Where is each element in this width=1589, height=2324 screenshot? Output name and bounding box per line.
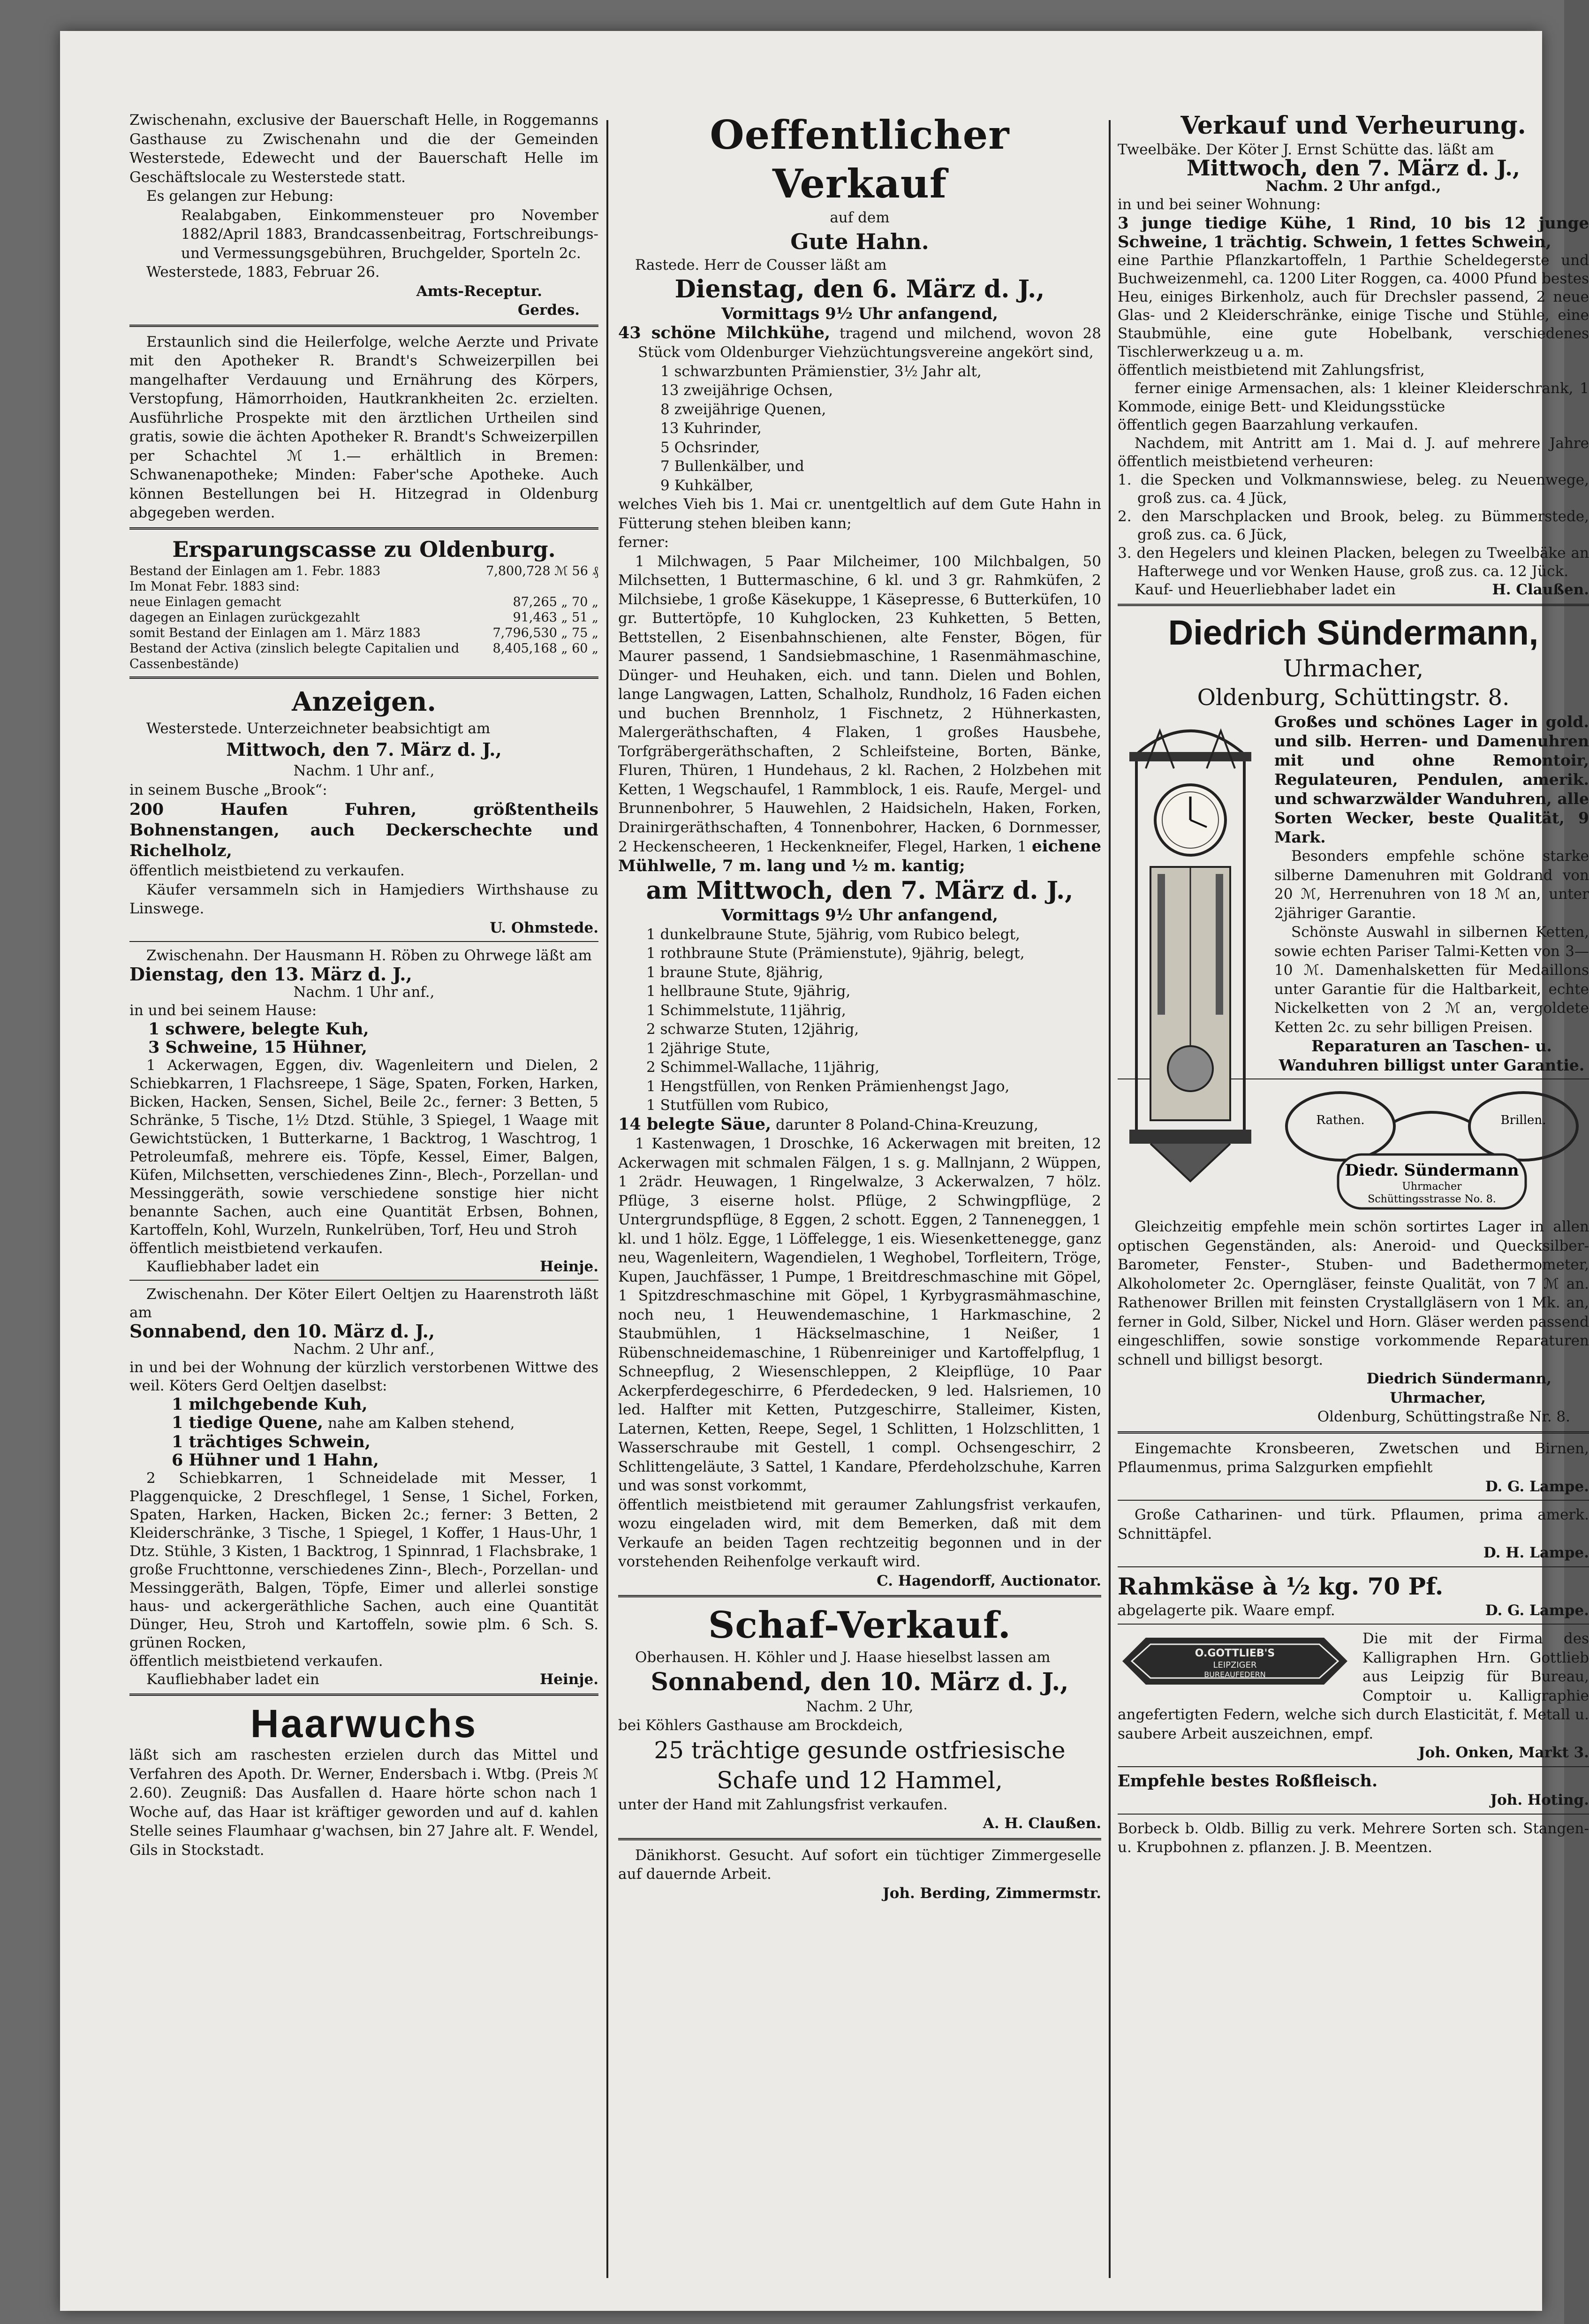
divider — [1118, 1814, 1589, 1815]
newspaper-page — [60, 31, 1589, 2311]
sparkasse-row — [129, 625, 598, 641]
horse-item: 1 Stutfüllen vom Rubico, — [646, 1097, 829, 1114]
ad-signature: Joh. Berding, Zimmermstr. — [883, 1884, 1101, 1902]
ad-goods: 6 Hühner und 1 Hahn, — [172, 1451, 379, 1470]
schaf-verkauf-ad — [618, 1603, 1101, 1833]
ad-goods: 3 junge tiedige Kühe, 1 Rind, 10 bis 12 junge Schweine, 1 trächtig. Schwein, 1 fettes Schwein, — [1118, 214, 1589, 251]
sparkasse-row — [129, 579, 598, 594]
brandt-pills-ad: Erstaunlich sind die Heilerfolge, welche Aerzte und Private mit den Apotheker R. Brandt's Schweizerpillen bei mangelhafter Verdauung und Ernährung des Körpers, Verstopfung, Hämorrhoiden, Hautkrankheiten 2c. erzielten. Ausführliche Prospekte mit den ärztlichen Urtheilen sind gratis, sowie die ächten Apotheker R. Brandt's Schweizerpillen per Schachtel ℳ 1.— erhältlich in Bremen: Schwanenapotheke; Minden: Faber'sche Apotheke. Auch können Bestellungen bei H. Hitzegrad in Oldenburg abgegeben werden. — [129, 333, 598, 521]
auction-closing: öffentlich meistbietend mit geraumer Zahlungsfrist verkaufen, wozu eingeladen wird, mit dem Bemerken, daß mit dem Verkaufe an beiden Tagen rechtzeitig begonnen und in der vorstehenden Reihenfolge verkauft wird. — [618, 1496, 1101, 1570]
ad-signature: A. H. Claußen. — [983, 1815, 1101, 1832]
column-left — [129, 111, 598, 2283]
divider — [129, 941, 598, 942]
ad-cash: öffentlich gegen Baarzahlung verkaufen. — [1118, 417, 1419, 433]
horse-item: 1 dunkelbraune Stute, 5jährig, vom Rubico belegt, — [646, 926, 1020, 943]
ad-text: Dänikhorst. Gesucht. Auf sofort ein tüchtiger Zimmergeselle auf dauernde Arbeit. — [618, 1846, 1101, 1883]
column-middle — [618, 111, 1101, 2283]
lease-plot-item: 3. den Hegelers und kleinen Placken, belegen zu Tweelbäke an Hafterwege und vor Wenken Hause, groß zus. ca. 12 Jück. — [1118, 545, 1589, 580]
notice-date: Westerstede, 1883, Februar 26. — [146, 264, 380, 281]
inventory-bold: eichene Mühlwelle, 7 m. lang und ½ m. kantig; — [618, 837, 1101, 875]
divider — [1118, 1431, 1589, 1434]
ad-goods: 25 trächtige gesunde ostfriesische Schafe und 12 Hammel, — [654, 1736, 1066, 1794]
stamp-line-3: BUREAUFEDERN — [1204, 1670, 1266, 1679]
ad-text: 1 Ackerwagen, Eggen, div. Wagenleitern und Dielen, 2 Schiebkarren, 1 Flachsreepe, 1 Säge, Spaten, Forken, Harken, Bicken, Hacken, Sensen, Sichel, Beile 2c., ferner: 3 Betten, 5 Schränke, 5 Tische, 1½ Dtzd. Stühle, 3 Spiegel, 1 Waage mit Gewichtstücken, 1 Butterkarne, 1 Backtrog, 1 Waschtrog, 1 Petroleumfaß, mehrere eis. Töpfe, Kessel, Eimer, Balgen, Küfen, Milchsetten, verschiedenes Zinn-, Blech-, Porzellan- und Messinggeräth, sowie verschiedene sonstige hier nicht benannte Sachen, auch eine Quantität Erbsen, Bohnen, Kartoffeln, Kohl, Wurzeln, Runkelrüben, Torf, Heu und Stroh — [129, 1057, 598, 1238]
auction-subtitle: auf dem — [830, 209, 890, 226]
sparkasse-row-label: somit Bestand der Einlagen am 1. März 1883 — [129, 625, 421, 640]
ad-date: Mittwoch, den 7. März d. J., — [1186, 155, 1521, 181]
notice-text: Zwischenahn, exclusive der Bauerschaft Helle, in Roggemanns Gasthause zu Zwischenahn und die der Gemeinden Westerstede, Edewecht und der Bauerschaft Helle im Geschäftslocale zu Westerstede statt. — [129, 112, 598, 186]
horse-item: 2 Schimmel-Wallache, 11jährig, — [646, 1059, 880, 1076]
ad-goods: 3 Schweine, 15 Hühner, — [148, 1038, 367, 1057]
sparkasse-row-value: 91,463 „ 51 „ — [513, 610, 598, 625]
divider — [129, 527, 598, 530]
ad-text: läßt sich am raschesten erzielen durch das Mittel und Verfahren des Apoth. Dr. Werner, Endersbach i. Wtbg. (Preis ℳ 2.60). Zeugniß: Das Ausfallen d. Haare hörte schon nach 1 Woche auf, das Haar ist kräftiger geworden und auf d. kahlen Stelle seines Flaumhaar g'wachsen, bin 27 Jahre alt. F. Wendel, Gils in Stockstadt. — [129, 1747, 598, 1859]
ad-invite: Kaufliebhaber ladet ein — [146, 1671, 319, 1688]
ad-footer — [1118, 581, 1589, 599]
glasses-label-left: Rathen. — [1316, 1113, 1365, 1127]
ad-signature: Heinje. — [539, 1258, 598, 1275]
ad-intro: Tweelbäke. Der Köter J. Ernst Schütte das. läßt am — [1118, 141, 1494, 158]
divider — [129, 1280, 598, 1281]
divider — [618, 1838, 1101, 1840]
ad-signature: D. G. Lampe. — [1485, 1478, 1589, 1495]
cattle-item: 9 Kuhkälber, — [660, 477, 754, 494]
ad-time: Nachm. 1 Uhr anf., — [293, 984, 435, 1001]
horse-item: 1 2jährige Stute, — [646, 1040, 771, 1057]
ad-footer — [129, 1671, 598, 1689]
ad-goods: 1 milchgebende Kuh, — [172, 1395, 368, 1414]
glasses-trade: Uhrmacher — [1401, 1181, 1462, 1192]
ad-address: Oldenburg, Schüttingstr. 8. — [1197, 684, 1510, 711]
lampe-ad-2 — [1118, 1505, 1589, 1563]
ad-intro: Oberhausen. H. Köhler und J. Haase hieselbst lassen am — [635, 1649, 1051, 1666]
ad-goods: 1 trächtiges Schwein, — [172, 1432, 371, 1451]
ad-signature: U. Ohmstede. — [490, 919, 598, 936]
divider — [1118, 1766, 1589, 1767]
cattle-note: welches Vieh bis 1. Mai cr. unentgeltlich auf dem Gute Hahn in Fütterung stehen bleiben kann; — [618, 496, 1101, 532]
ad-signature: Diedrich Sündermann, — [1366, 1370, 1551, 1387]
sparkasse-row-value: 87,265 „ 70 „ — [513, 594, 598, 609]
divider — [129, 676, 598, 679]
ad-sale: öffentlich meistbietend verkaufen. — [129, 1240, 383, 1257]
horse-item: 1 Schimmelstute, 11jährig, — [646, 1002, 846, 1019]
divider — [129, 325, 598, 327]
sparkasse-row-label: Bestand der Einlagen am 1. Febr. 1883 — [129, 563, 381, 578]
cows-text: tragend und milchend, wovon 28 Stück vom Oldenburger Viehzüchtungsvereine angekört sind, — [638, 325, 1102, 361]
ad-sale: öffentlich meistbietend verkaufen. — [129, 1653, 383, 1670]
sparkasse-row — [129, 610, 598, 625]
lampe-ad-1 — [1118, 1439, 1589, 1496]
ad-signature: Joh. Onken, Markt 3. — [1418, 1744, 1589, 1761]
auction-sows — [618, 1115, 1101, 1135]
stamp-line-1: O.GOTTLIEB'S — [1195, 1648, 1275, 1659]
sparkasse-row — [129, 563, 598, 579]
cattle-item: 8 zweijährige Quenen, — [660, 401, 826, 418]
stamp-line-2: LEIPZIGER — [1213, 1660, 1257, 1670]
ad-signature: Heinje. — [539, 1671, 598, 1688]
ad-signature: D. H. Lampe. — [1483, 1544, 1589, 1561]
cattle-item: 5 Ochsrinder, — [660, 439, 760, 456]
auction-title: Oeffentlicher Verkauf — [710, 112, 1010, 207]
ad-signature-address: Oldenburg, Schüttingstraße Nr. 8. — [1317, 1408, 1570, 1425]
ad-time: Nachm. 2 Uhr anf., — [293, 1341, 435, 1358]
glasses-name: Diedr. Sündermann — [1344, 1161, 1519, 1180]
ad-place: in und bei der Wohnung der kürzlich verstorbenen Wittwe des weil. Köters Gerd Oeltjen daselbst: — [129, 1359, 598, 1394]
ad-text: 2 Schiebkarren, 1 Schneidelade mit Messer, 1 Plaggenquicke, 2 Dreschflegel, 1 Sense, 1 Sichel, Forken, Spaten, Harken, Hacken, Bicken 2c.; ferner: 3 Betten, 2 Kleiderschränke, 3 Tische, 1 Spiegel, 1 Koffer, 1 Haus-Uhr, 1 Dtz. Stühle, 3 Kisten, 1 Backtrog, 1 Spinnrad, 1 Flachsbrake, 1 große Fruchttonne, verschiedenes Zinn-, Blech-, Porzellan- und Messinggeräth, Balgen, Töpfe, Eimer und allerlei sonstige haus- und ackergeräthliche Sachen, auch eine Quantität Dünger, Heu, Stroh und Kartoffeln, sowie plm. 6 Sch. S. grünen Rocken, — [129, 1470, 598, 1651]
ad-repairs: Reparaturen an Taschen- u. Wanduhren billigst unter Garantie. — [1279, 1037, 1585, 1074]
sows-text: darunter 8 Poland-China-Kreuzung, — [776, 1116, 1038, 1133]
divider — [618, 1595, 1101, 1597]
meentzen-ad: Borbeck b. Oldb. Billig zu verk. Mehrere Sorten sch. Stangen- u. Krupbohnen z. pflanzen. J. B. Meentzen. — [1118, 1820, 1589, 1856]
notice-lead: Es gelangen zur Hebung: — [146, 188, 334, 205]
sparkasse-row-label: Im Monat Febr. 1883 sind: — [129, 579, 300, 594]
lease-plots — [1118, 471, 1589, 581]
lampe-ad-3 — [1118, 1572, 1589, 1620]
horse-list — [618, 925, 1101, 1115]
ad-time: Nachm. 2 Uhr anfgd., — [1265, 178, 1441, 195]
amts-receptur-notice — [129, 111, 598, 320]
divider — [129, 1694, 598, 1696]
ad-title: Schaf-Verkauf. — [708, 1604, 1011, 1647]
cattle-item: 13 zweijährige Ochsen, — [660, 382, 833, 399]
sparkasse-table — [129, 563, 598, 672]
ad-chains: Schönste Auswahl in silbernen Ketten, sowie echten Pariser Talmi-Ketten von 3—10 ℳ. Damenhalsketten für Medaillons unter Garantie für die Haltbarkeit, echte Nickelketten von 2 ℳ an, vergoldete Ketten 2c. zu sehr billigen Preisen. — [1274, 924, 1589, 1036]
sows-bold: 14 belegte Säue, — [618, 1114, 772, 1134]
cattle-item: 1 schwarzbunten Prämienstier, 3½ Jahr alt, — [660, 363, 982, 380]
ad-sale: öffentlich meistbietend zu verkaufen. — [129, 862, 405, 879]
ad-invite: Kauf- und Heuerliebhaber ladet ein — [1135, 581, 1396, 598]
ad-stock: Großes und schönes Lager in gold. und silb. Herren- und Damenuhren mit und ohne Remontoir, Regulateuren, Pendulen, amerik. und schwarzwälder Wanduhren, alle Sorten Wecker, beste Qualität, 9 Mark. — [1274, 713, 1589, 846]
inventory-2: 1 Kastenwagen, 1 Droschke, 16 Ackerwagen mit breiten, 12 Ackerwagen mit schmalen Fälgen, 1 s. g. Mallnjann, 2 Wüppen, 1 2rädr. Heuwagen, 1 Ringelwalze, 3 Ackerwalzen, 7 hölz. Pflüge, 3 eiserne holst. Pflüge, 2 Schwingpflüge, 2 Untergrundspflüge, 8 Eggen, 2 schott. Eggen, 2 Tanneneggen, 1 kl. und 1 hölz. Egge, 1 Löffelegge, 1 eis. Wiesenkettenegge, ganz neu, Wagenleitern, Wagendielen, 1 Weghobel, Torfleitern, Tröge, Kupen, Jauchfässer, 1 Pumpe, 1 Breitdreschmaschine mit Göpel, 1 Spitzdreschmaschine mit Göpel, 1 Kyrbygrasmähmaschine, noch neu, 1 Heuwendemaschine, 1 Harkmaschine, 2 Staubmühlen, 1 Häckselmaschine, 1 Neißer, 1 Rübenschneidemaschine, 1 Rübenreiniger und Kartoffelpflug, 1 Schneepflug, 2 Wiesenschleppen, 2 Kleipflüge, 10 Paar Ackerpferdegeschirre, 6 Pferdedecken, 9 led. Halsriemen, 10 led. Halfter mit Ketten, Putzgeschirre, Stalleimer, Kisten, Laternen, Ketten, Reepe, Segel, 1 Schlitten, 1 Holzschlitten, 1 Wasserschraube mit Gestell, 1 compl. Ochsengeschirr, 2 Schlittengeläute, 3 Sattel, 1 Kandare, Pferdeholzschuhe, Karren und was sonst vorkommt, — [618, 1135, 1101, 1494]
suendermann-ad — [1118, 612, 1589, 1427]
notice-office: Amts-Receptur. — [416, 282, 542, 300]
ad-lease: Nachdem, mit Antritt am 1. Mai d. J. auf mehrere Jahre öffentlich meistbietend verheuren: — [1118, 435, 1589, 470]
ad-text: Große Catharinen- und türk. Pflaumen, prima amerk. Schnittäpfel. — [1118, 1506, 1589, 1542]
ad-text: Die mit der Firma des Kalligraphen Hrn. Gottlieb aus Leipzig für Bureau, Comptoir u. Kalligraphie angefertigten Federn, welche sich durch Elasticität, f. Metall u. saubere Arbeit auszeichnen, empf. — [1118, 1630, 1589, 1742]
glasses-label-right: Brillen. — [1500, 1113, 1546, 1127]
column-right — [1118, 111, 1589, 2283]
ad-goods-bold: 1 tiedige Quene, — [172, 1413, 324, 1432]
ad-invite: Kaufliebhaber ladet ein — [146, 1258, 319, 1275]
sparkasse-row — [129, 641, 598, 672]
horse-item: 1 hellbraune Stute, 9jährig, — [646, 983, 851, 1000]
ad-title: Verkauf und Verheurung. — [1180, 111, 1526, 140]
ad-goods — [129, 1413, 598, 1433]
ad-text: eine Parthie Pflanzkartoffeln, 1 Parthie Scheldegerste und Buchweizenmehl, ca. 1200 Liter Roggen, ca. 4000 Pfund bestes Heu, einiges Birkenholz, auch für Drechsler passend, 2 neue Glas- und 2 Kleiderschränke, einige Tische und Stühle, eine Staubmühle, eine gute Hobelbank, verschiedenes Tischlerwerkzeug u a. m. — [1118, 252, 1589, 360]
ferner-label: ferner: — [618, 534, 669, 551]
sparkasse-statement — [129, 535, 598, 672]
column-rule-right — [1109, 120, 1111, 2278]
ad-optics: Gleichzeitig empfehle mein schön sortirtes Lager in allen optischen Gegenständen, als: Aneroid- und Quecksilber-Barometer, Fenster-, Stuben- und Badethermometer, Alkoholometer 2c. Operngläser, feinste Qualität, von 7 ℳ an. Rathenower Brillen mit feinsten Crystallgläsern von 1 Mk. an, ferner in Gold, Silber, Nickel und Horn. Gläser werden passend eingeschliffen, sowie sonstige vorkommende Reparaturen schnell und billigst besorgt. — [1118, 1218, 1589, 1368]
section-title-anzeigen: Anzeigen. — [292, 686, 436, 717]
ad-goods: 1 schwere, belegte Kuh, — [148, 1019, 369, 1039]
ad-date: Dienstag, den 13. März d. J., — [129, 964, 412, 985]
ad-signature-trade: Uhrmacher, — [1390, 1389, 1486, 1406]
spectacles-illustration — [1277, 1084, 1587, 1211]
column-rule-left — [606, 120, 608, 2278]
ad-place: in seinem Busche „Brook“: — [129, 781, 327, 798]
ad-title: Rahmkäse à ½ kg. 70 Pf. — [1118, 1572, 1444, 1600]
lease-plot-item: 2. den Marschplacken und Brook, beleg. zu Bümmerstede, groß zus. ca. 6 Jück, — [1118, 508, 1589, 543]
cattle-list — [618, 362, 1101, 495]
ad-footer — [1118, 1601, 1589, 1620]
ad-date: Sonnabend, den 10. März d. J., — [651, 1667, 1069, 1696]
ad-title: Haarwuchs — [250, 1701, 478, 1746]
auction-estate: Gute Hahn. — [790, 228, 929, 254]
ad-meet: Käufer versammeln sich in Hamjediers Wirthshause zu Linswege. — [129, 881, 598, 917]
sparkasse-title: Ersparungscasse zu Oldenburg. — [172, 536, 556, 562]
ad-time: Nachm. 2 Uhr, — [806, 1698, 914, 1715]
inventory-1 — [618, 552, 1101, 876]
ad-goods-note: nahe am Kalben stehend, — [327, 1415, 515, 1432]
ad-armen: ferner einige Armensachen, als: 1 kleiner Kleiderschrank, 1 Kommode, einige Bett- und Kleidungsstücke — [1118, 380, 1589, 415]
sparkasse-row-label: dagegen an Einlagen zurückgezahlt — [129, 610, 360, 625]
roeben-ad — [129, 947, 598, 1276]
ad-place: in und bei seinem Hause: — [129, 1002, 317, 1019]
ad-trade: Uhrmacher, — [1283, 655, 1424, 682]
schuette-ad — [1118, 111, 1589, 599]
horse-item: 1 braune Stute, 8jährig, — [646, 964, 824, 981]
notice-items: Realabgaben, Einkommensteuer pro November 1882/April 1883, Brandcassenbeitrag, Fortschreibungs- und Vermessungsgebühren, Bruchgelder, Sporteln 2c. — [181, 206, 598, 262]
wall-clock-illustration — [1118, 712, 1263, 1186]
ad-footer — [129, 1258, 598, 1276]
ad-intro: Zwischenahn. Der Köter Eilert Oeltjen zu Haarenstroth läßt am — [129, 1286, 598, 1321]
auction-intro: Rastede. Herr de Cousser läßt am — [635, 256, 887, 273]
ad-goods: 200 Haufen Fuhren, größtentheils Bohnenstangen, auch Deckerschechte und Richelholz, — [129, 800, 598, 860]
auction-time-1: Vormittags 9½ Uhr anfangend, — [721, 304, 998, 323]
sparkasse-row-label: Bestand der Activa (zinslich belegte Capitalien und Cassenbestände) — [129, 641, 460, 671]
ad-title: Diedrich Sündermann, — [1168, 613, 1539, 652]
ad-signature: Joh. Hoting. — [1490, 1792, 1589, 1808]
ad-place: bei Köhlers Gasthause am Brockdeich, — [618, 1717, 903, 1734]
auctioneer-signature: C. Hagendorff, Auctionator. — [877, 1572, 1101, 1589]
pen-nib-stamp — [1118, 1633, 1352, 1689]
oeltjen-ad — [129, 1285, 598, 1689]
glasses-address: Schüttingsstrasse No. 8. — [1367, 1193, 1496, 1205]
divider — [1118, 1624, 1589, 1625]
auction-date-2: am Mittwoch, den 7. März d. J., — [646, 876, 1074, 905]
horse-item: 2 schwarze Stuten, 12jährig, — [646, 1021, 859, 1038]
ohmstede-ad — [129, 719, 598, 938]
ad-date: Mittwoch, den 7. März d. J., — [226, 739, 502, 760]
cattle-item: 13 Kuhrinder, — [660, 420, 762, 437]
auction-time-2: Vormittags 9½ Uhr anfangend, — [721, 906, 998, 925]
divider — [1118, 604, 1589, 606]
auction-date-1: Dienstag, den 6. März d. J., — [674, 275, 1045, 304]
ad-text: abgelagerte pik. Waare empf. — [1118, 1602, 1335, 1619]
ad-time: Nachm. 1 Uhr anf., — [293, 762, 435, 779]
cows-bold: 43 schöne Milchkühe, — [618, 323, 831, 342]
divider — [1118, 1500, 1589, 1501]
ad-date: Sonnabend, den 10. März d. J., — [129, 1321, 435, 1342]
ad-intro: Zwischenahn. Der Hausmann H. Röben zu Ohrwege läßt am — [146, 947, 592, 964]
cattle-item: 7 Bullenkälber, und — [660, 458, 804, 475]
sparkasse-row-value: 7,800,728 ℳ 56 ₰ — [486, 563, 598, 578]
ad-terms: unter der Hand mit Zahlungsfrist verkaufen. — [618, 1796, 948, 1813]
lease-plot-item: 1. die Specken und Volkmannswiese, beleg. zu Neuenwege, groß zus. ca. 4 Jück, — [1118, 471, 1589, 507]
horse-item: 1 rothbraune Stute (Prämienstute), 9jährig, belegt, — [646, 945, 1025, 962]
horse-item: 1 Hengstfüllen, von Renken Prämienhengst Jago, — [646, 1078, 1010, 1095]
ad-text: Empfehle bestes Roßfleisch. — [1118, 1771, 1378, 1791]
ad-signature: D. G. Lampe. — [1485, 1602, 1589, 1619]
ad-text: Eingemachte Kronsbeeren, Zwetschen und Birnen, Pflaumenmus, prima Salzgurken empfiehlt — [1118, 1440, 1589, 1476]
sparkasse-row — [129, 594, 598, 610]
haarwuchs-ad — [129, 1701, 598, 1860]
sparkasse-row-value: 7,796,530 „ 75 „ — [492, 625, 598, 640]
ad-place: in und bei seiner Wohnung: — [1118, 196, 1321, 213]
ad-sale: öffentlich meistbietend mit Zahlungsfrist, — [1118, 362, 1425, 379]
notice-signature: Gerdes. — [517, 302, 580, 319]
auction-cows — [618, 324, 1101, 362]
berding-ad — [618, 1846, 1101, 1903]
ad-stock-2: Besonders empfehle schöne starke silberne Damenuhren mit Goldrand von 20 ℳ, Herrenuhren von 18 ℳ an, unter 2jähriger Garantie. — [1274, 848, 1589, 922]
sparkasse-row-value: 8,405,168 „ 60 „ — [492, 641, 598, 656]
onken-ad — [1118, 1629, 1589, 1762]
ad-signature: H. Claußen. — [1492, 581, 1589, 598]
hoting-ad — [1118, 1772, 1589, 1810]
inventory-text: 1 Milchwagen, 5 Paar Milcheimer, 100 Milchbalgen, 50 Milchsetten, 1 Buttermaschine, 6 kl. und 3 gr. Rahmküfen, 2 Milchsiebe, 1 große Käsekuppe, 1 Käsepresse, 6 Butterküfen, 10 gr. Buttertöpfe, 10 Kuhglocken, 23 Kuhketten, 5 Betten, Bettstellen, 2 Eisenbahnschienen, alte Fenster, Bögen, für Maurer passend, 1 Sandsiebmaschine, 1 Rasenmähmaschine, Dünger- und Heuhaken, eich. und tann. Dielen und Bohlen, lange Langwagen, Latten, Schalholz, Rundholz, 16 Faden eichen und buchen Brennholz, 1 Fischnetz, 2 Hühnerkasten, Malergeräthschaften, 4 Flaken, 1 großes Hausbehe, Torfgräbergeräthschaften, 2 Schleifsteine, Borten, Bänke, Fluren, Thüren, 1 Hundehaus, 2 kl. Rachen, 2 Holzbehen mit Ketten, 1 Wegschaufel, 1 Rammblock, 1 eis. Raufe, Mergel- und Brunnenbohrer, 5 Hauwehlen, 2 Haidsicheln, Haken, Forken, Drainirgeräthschaften, 4 Tonnenbohrer, Hacken, 6 Dornmesser, 2 Heckenscheeren, 1 Heckenkneifer, Flegel, Harken, 1 — [618, 553, 1101, 855]
divider — [1118, 1566, 1589, 1567]
ad-intro: Westerstede. Unterzeichneter beabsichtigt am — [146, 720, 491, 737]
sparkasse-row-label: neue Einlagen gemacht — [129, 594, 281, 609]
